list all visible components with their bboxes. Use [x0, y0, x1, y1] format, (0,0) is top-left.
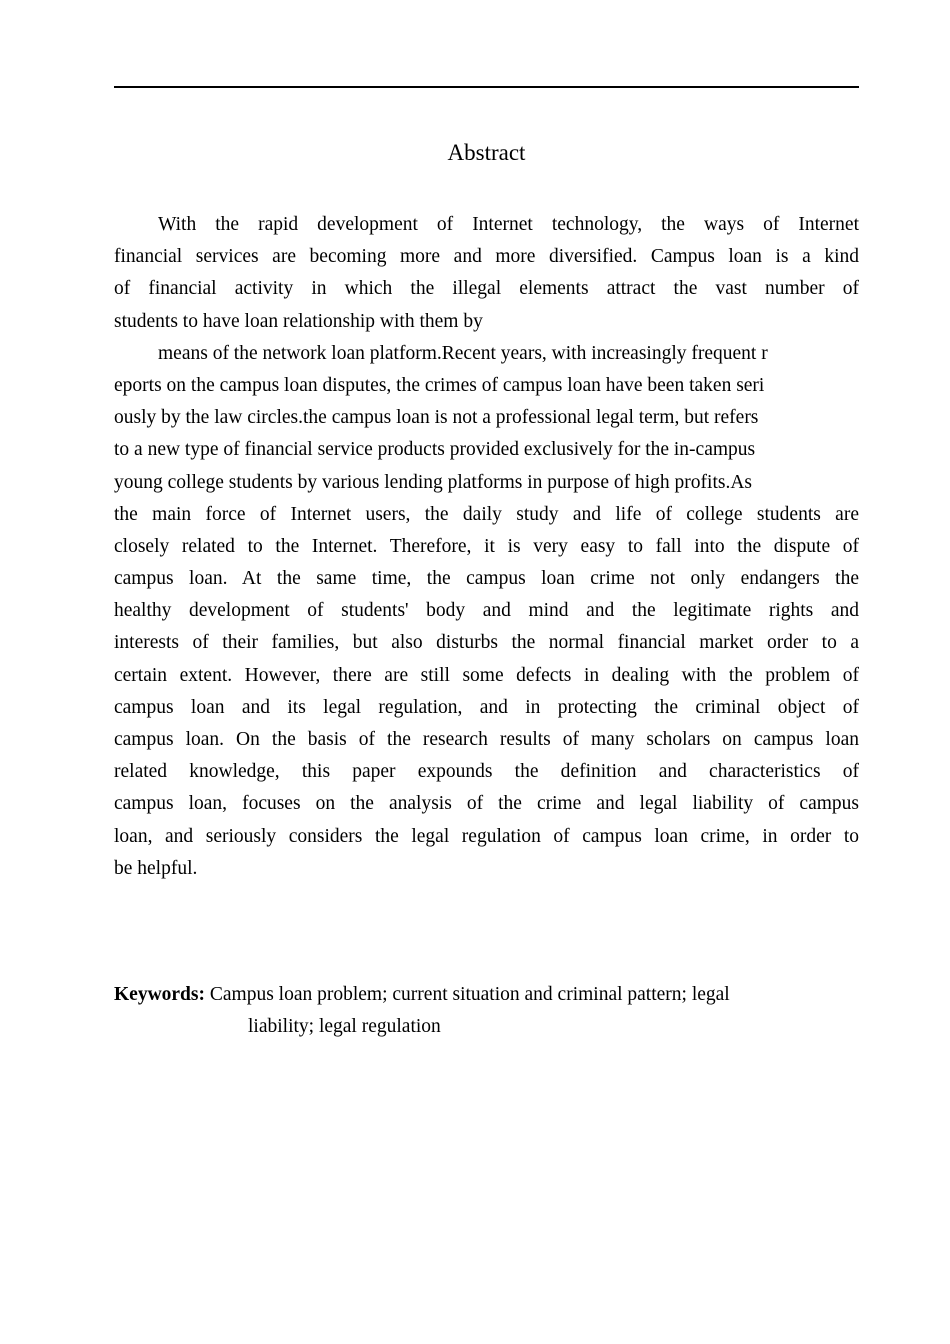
abstract-line: With the rapid development of Internet technology, the ways of Internet: [158, 214, 859, 235]
abstract-line: closely related to the Internet. Therefore, it is very easy to fall into the dispute of: [114, 535, 859, 557]
abstract-line: campus loan. On the basis of the research results of many scholars on campus loan: [114, 729, 859, 750]
abstract-line: students to have loan relationship with them by: [114, 310, 483, 332]
abstract-line: certain extent. However, there are still some defects in dealing with the problem of: [114, 664, 859, 686]
header-rule: [114, 86, 859, 88]
abstract-line: ously by the law circles.the campus loan is not a professional legal term, but refers: [114, 407, 759, 429]
abstract-line: related knowledge, this paper expounds the definition and characteristics of: [114, 761, 859, 783]
abstract-line: loan, and seriously considers the legal regulation of campus loan crime, in order to: [114, 825, 859, 847]
abstract-title: Abstract: [447, 140, 526, 165]
abstract-line: young college students by various lending platforms in purpose of high profits.As: [114, 471, 752, 493]
abstract-line: financial services are becoming more and more diversified. Campus loan is a kind: [114, 246, 859, 268]
keywords-label: Keywords:: [114, 984, 205, 1005]
abstract-line: of financial activity in which the illegal elements attract the vast number of: [114, 278, 859, 300]
abstract-line: the main force of Internet users, the daily study and life of college students are: [114, 503, 859, 525]
abstract-line: means of the network loan platform.Recent years, with increasingly frequent r: [158, 342, 768, 364]
keywords-block: [114, 979, 859, 1043]
keywords-line-1: Campus loan problem; current situation and criminal pattern; legal: [209, 984, 730, 1005]
abstract-line: healthy development of students' body and mind and the legitimate rights and: [114, 600, 859, 622]
abstract-line: interests of their families, but also disturbs the normal financial market order to a: [114, 632, 859, 654]
abstract-body: [114, 209, 859, 885]
abstract-line: campus loan. At the same time, the campus loan crime not only endangers the: [114, 568, 859, 590]
keywords-line-2: liability; legal regulation: [248, 1016, 441, 1038]
abstract-line: campus loan and its legal regulation, and in protecting the criminal object of: [114, 696, 859, 718]
abstract-line: campus loan, focuses on the analysis of the crime and legal liability of campus: [114, 793, 859, 815]
abstract-line: to a new type of financial service products provided exclusively for the in-campus: [114, 439, 756, 461]
abstract-line: eports on the campus loan disputes, the crimes of campus loan have been taken seri: [114, 374, 765, 396]
abstract-line: be helpful.: [114, 857, 198, 879]
